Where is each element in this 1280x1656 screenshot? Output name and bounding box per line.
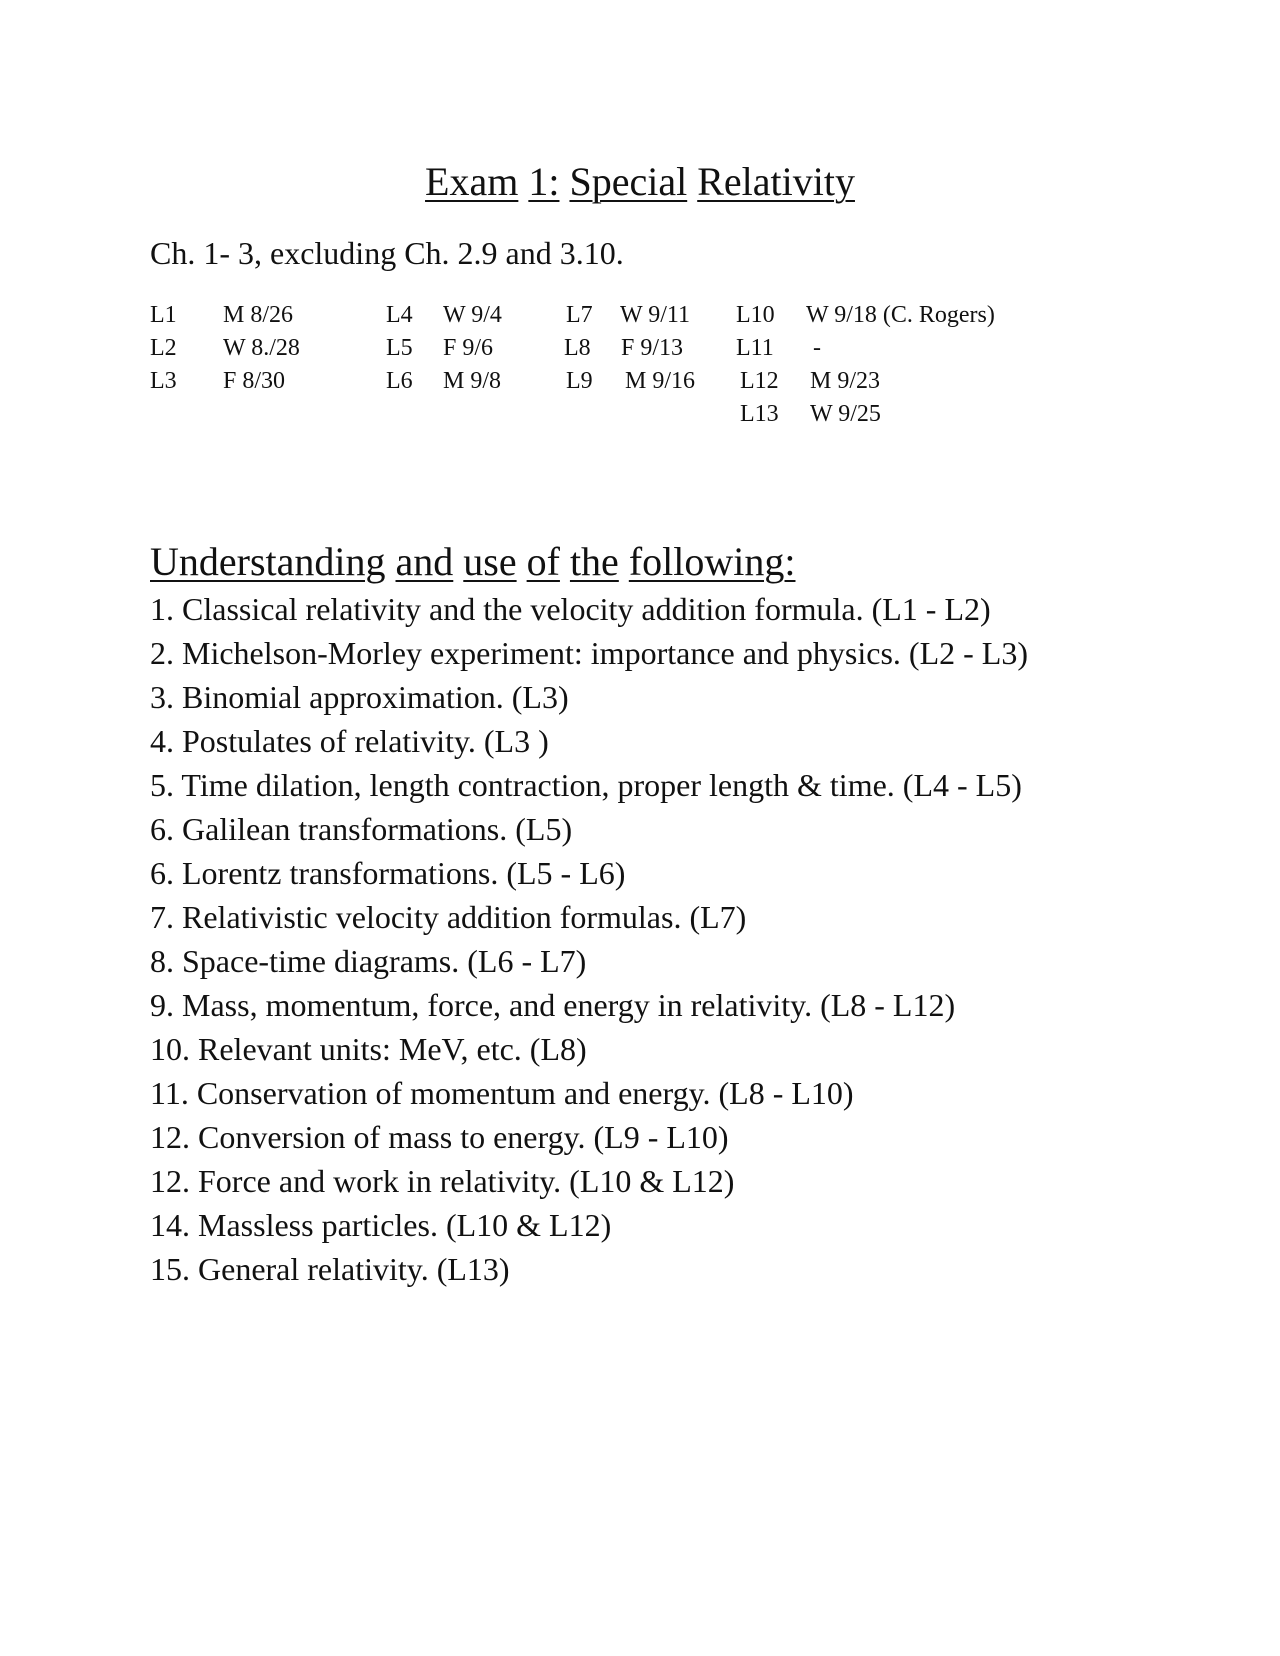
chapter-coverage: Ch. 1- 3, excluding Ch. 2.9 and 3.10.	[150, 235, 624, 271]
lecture-id: L3	[150, 368, 177, 394]
list-item: 9. Mass, momentum, force, and energy in relativity. (L8 - L12)	[150, 987, 956, 1023]
lecture-date: W 9/25	[810, 401, 881, 427]
list-item: 8. Space-time diagrams. (L6 - L7)	[150, 943, 587, 979]
lecture-id: L7	[566, 302, 593, 328]
list-item: 1. Classical relativity and the velocity addition formula. (L1 - L2)	[150, 591, 991, 627]
title-word: Special	[569, 159, 688, 204]
list-item: 11. Conservation of momentum and energy. (L8 - L10)	[150, 1075, 854, 1111]
lecture-id: L12	[740, 368, 779, 394]
heading-word: use	[463, 539, 517, 584]
heading-word: and	[395, 539, 454, 584]
lecture-date: M 9/16	[625, 368, 696, 394]
lecture-date: W 9/18 (C. Rogers)	[806, 302, 995, 328]
lecture-id: L9	[566, 368, 593, 394]
heading-word: Understanding	[150, 539, 386, 584]
lecture-date: W 9/4	[443, 302, 502, 328]
lecture-id: L4	[386, 302, 413, 328]
lecture-id: L5	[386, 335, 413, 361]
list-item: 15. General relativity. (L13)	[150, 1251, 510, 1287]
list-item: 4. Postulates of relativity. (L3 )	[150, 723, 549, 759]
lecture-date: F 9/6	[443, 335, 494, 361]
lecture-date: M 9/8	[443, 368, 502, 394]
list-item: 14. Massless particles. (L10 & L12)	[150, 1207, 612, 1243]
lecture-id: L6	[386, 368, 413, 394]
heading-word: following:	[628, 539, 796, 584]
lecture-id: L13	[740, 401, 779, 427]
list-item: 2. Michelson-Morley experiment: importance and physics. (L2 - L3)	[150, 635, 1028, 671]
list-item: 5. Time dilation, length contraction, proper length & time. (L4 - L5)	[150, 767, 1022, 803]
title-word: 1:	[528, 159, 560, 204]
title-word: Exam	[425, 159, 519, 204]
list-item: 12. Force and work in relativity. (L10 & L12)	[150, 1163, 735, 1199]
page-title	[0, 158, 1280, 206]
lecture-id: L2	[150, 335, 177, 361]
lecture-date: M 9/23	[810, 368, 881, 394]
lecture-date: F 9/13	[621, 335, 684, 361]
list-item: 12. Conversion of mass to energy. (L9 - L10)	[150, 1119, 729, 1155]
title-word: Relativity	[697, 159, 855, 204]
list-item: 3. Binomial approximation. (L3)	[150, 679, 569, 715]
heading-word: of	[526, 539, 560, 584]
lecture-date: W 9/11	[620, 302, 690, 328]
lecture-id: L8	[564, 335, 591, 361]
lecture-id: L10	[736, 302, 775, 328]
lecture-date: W 8./28	[223, 335, 300, 361]
list-item: 6. Lorentz transformations. (L5 - L6)	[150, 855, 626, 891]
lecture-date: M 8/26	[223, 302, 294, 328]
topics-heading	[150, 538, 795, 586]
list-item: 10. Relevant units: MeV, etc. (L8)	[150, 1031, 587, 1067]
list-item: 7. Relativistic velocity addition formulas. (L7)	[150, 899, 747, 935]
lecture-id: L11	[736, 335, 774, 361]
list-item: 6. Galilean transformations. (L5)	[150, 811, 573, 847]
topic-list	[150, 587, 1028, 1291]
lecture-id: L1	[150, 302, 177, 328]
heading-word: the	[569, 539, 619, 584]
lecture-date: -	[813, 335, 821, 361]
lecture-date: F 8/30	[223, 368, 286, 394]
